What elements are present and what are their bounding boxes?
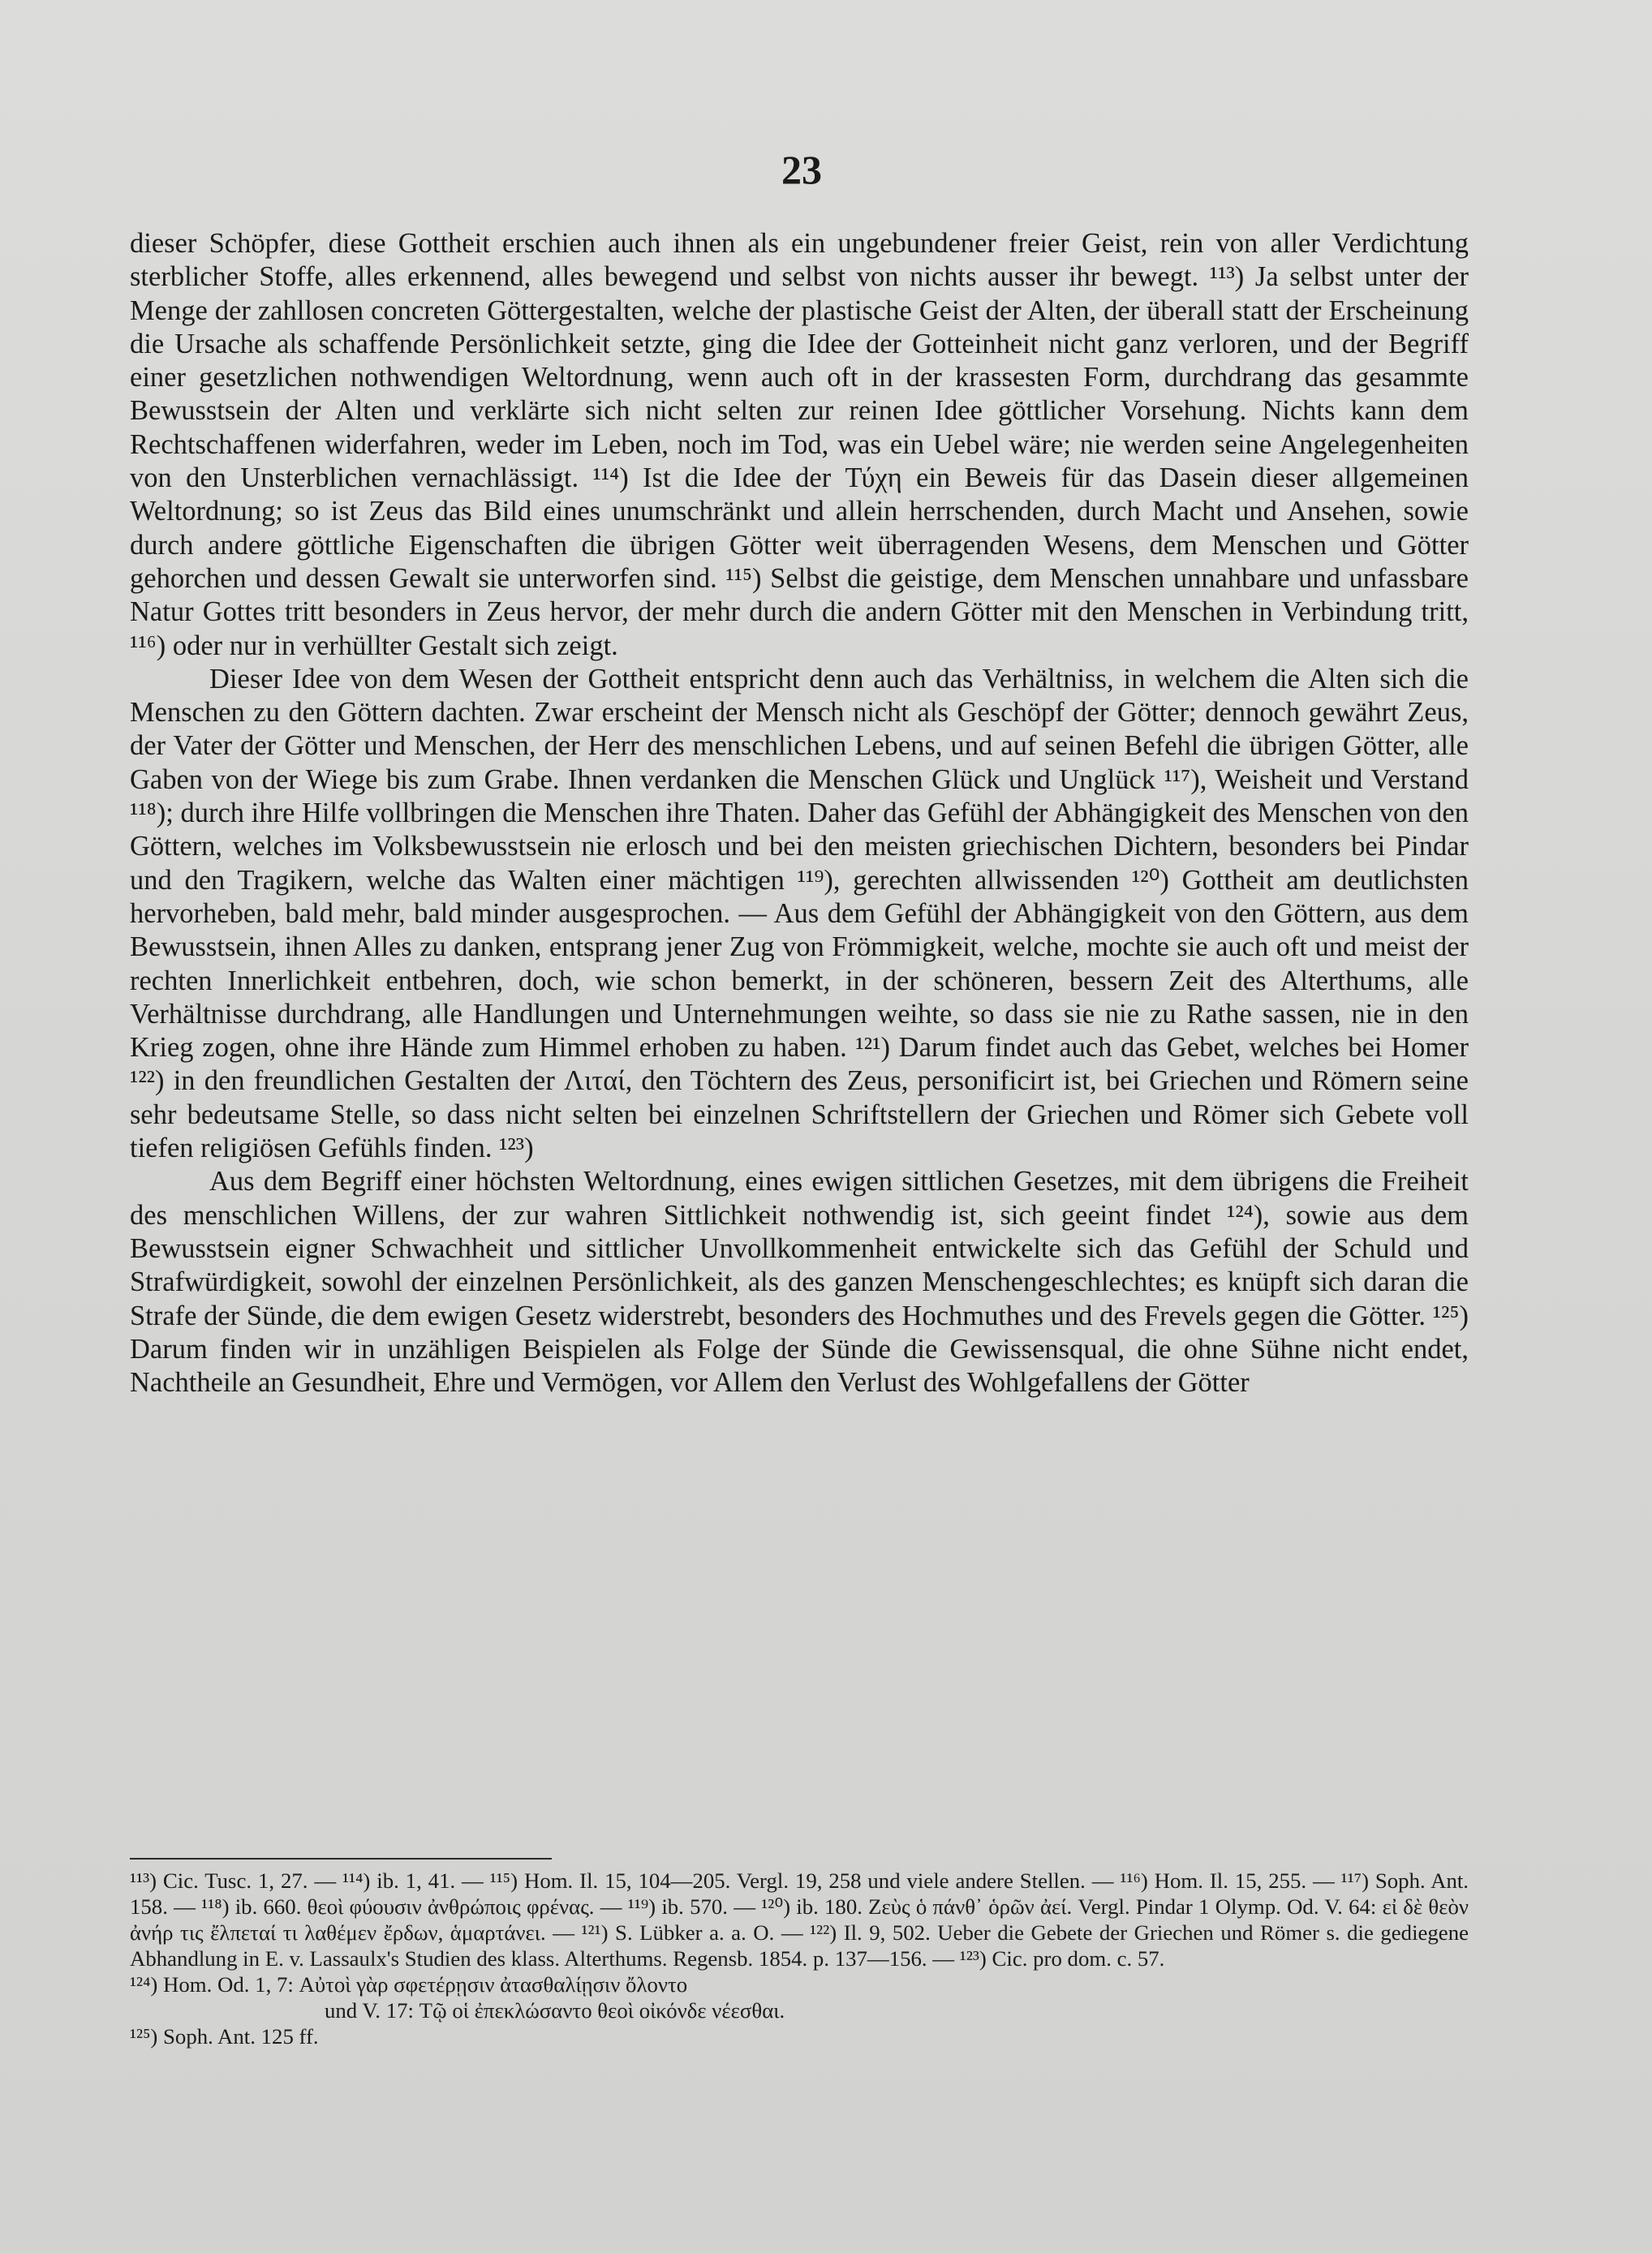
footnote-divider: [130, 1858, 552, 1860]
paragraph: Dieser Idee von dem Wesen der Gottheit entspricht denn auch das Verhältniss, in welchem die Alten sich die Menschen zu den Göttern dachten. Zwar erscheint der Mensch nicht als Geschöpf der Götter; dennoch gewährt Zeus, der Vater der Götter und Menschen, der Herr des menschlichen Lebens, und auf seinen Befehl die übrigen Götter, alle Gaben von der Wiege bis zum Grabe. Ihnen verdanken die Menschen Glück und Unglück ¹¹⁷), Weisheit und Verstand ¹¹⁸); durch ihre Hilfe vollbringen die Menschen ihre Thaten. Daher das Gefühl der Abhängigkeit des Menschen von den Göttern, welches im Volksbewusstsein nie erlosch und bei den meisten griechischen Dichtern, besonders bei Pindar und den Tragikern, welche das Walten einer mächtigen ¹¹⁹), gerechten allwissenden ¹²⁰) Gottheit am deutlichsten hervorheben, bald mehr, bald minder ausgesprochen. — Aus dem Gefühl der Abhängigkeit von den Göttern, aus dem Bewusstsein, ihnen Alles zu danken, entsprang jener Zug von Frömmigkeit, welche, mochte sie auch oft und meist der rechten Innerlichkeit entbehren, doch, wie schon bemerkt, in der schöneren, bessern Zeit des Alterthums, alle Verhältnisse durchdrang, alle Handlungen und Unternehmungen weihte, so dass sie nie zu Rathe sassen, nie in den Krieg zogen, ohne ihre Hände zum Himmel erhoben zu haben. ¹²¹) Darum findet auch das Gebet, welches bei Homer ¹²²) in den freundlichen Gestalten der Λιταί, den Töchtern des Zeus, personificirt ist, bei Griechen und Römern seine sehr bedeutsame Stelle, so dass nicht selten bei einzelnen Schriftstellern der Griechen und Römer sich Gebete voll tiefen religiösen Gefühls finden. ¹²³): [130, 663, 1469, 1164]
page-number: 23: [781, 147, 822, 192]
paragraph: Aus dem Begriff einer höchsten Weltordnung, eines ewigen sittlichen Gesetzes, mit dem übrigens die Freiheit des menschlichen Willens, der zur wahren Sittlichkeit nothwendig ist, sich geeint findet ¹²⁴), sowie aus dem Bewusstsein eigner Schwachheit und sittlicher Unvollkommenheit entwickelte sich das Gefühl der Schuld und Strafwürdigkeit, sowohl der einzelnen Persönlichkeit, als des ganzen Menschengeschlechtes; es knüpft sich daran die Strafe der Sünde, die dem ewigen Gesetz widerstrebt, besonders des Hochmuthes und des Frevels gegen die Götter. ¹²⁵) Darum finden wir in unzähligen Beispielen als Folge der Sünde die Gewissensqual, die ohne Sühne nicht endet, Nachtheile an Gesundheit, Ehre und Vermögen, vor Allem den Verlust des Wohlgefallens der Götter: [130, 1166, 1469, 1399]
footnotes: [130, 1868, 1469, 2049]
footnote-continuation: und V. 17: Τῷ οἱ ἐπεκλώσαντο θεοὶ οἰκόνδε νέεσθαι.: [325, 1998, 785, 2023]
footnote: ¹²⁴) Hom. Od. 1, 7: Αὐτοὶ γὰρ σφετέρῃσιν ἀτασθαλίῃσιν ὄλοντο: [130, 1972, 688, 1997]
paragraph: dieser Schöpfer, diese Gottheit erschien auch ihnen als ein ungebundener freier Geist, rein von aller Verdichtung sterblicher Stoffe, alles erkennend, alles bewegend und selbst von nichts ausser ihr bewegt. ¹¹³) Ja selbst unter der Menge der zahllosen concreten Göttergestalten, welche der plastische Geist der Alten, der überall statt der Erscheinung die Ursache als schaffende Persönlichkeit setzte, ging die Idee der Gotteinheit nicht ganz verloren, und der Begriff einer gesetzlichen nothwendigen Weltordnung, wenn auch oft in der krassesten Form, durchdrang das gesammte Bewusstsein der Alten und verklärte sich nicht selten zur reinen Idee göttlicher Vorsehung. Nichts kann dem Rechtschaffenen widerfahren, weder im Leben, noch im Tod, was ein Uebel wäre; nie werden seine Angelegenheiten von den Unsterblichen vernachlässigt. ¹¹⁴) Ist die Idee der Τύχη ein Beweis für das Dasein dieser allgemeinen Weltordnung; so ist Zeus das Bild eines unumschränkt und allein herrschenden, durch Macht und Ansehen, sowie durch andere göttliche Eigenschaften die übrigen Götter weit überragenden Wesens, dem Menschen und Götter gehorchen und dessen Gewalt sie unterworfen sind. ¹¹⁵) Selbst die geistige, dem Menschen unnahbare und unfassbare Natur Gottes tritt besonders in Zeus hervor, der mehr durch die andern Götter mit den Menschen in Verbindung tritt, ¹¹⁶) oder nur in verhüllter Gestalt sich zeigt.: [130, 228, 1469, 661]
footnote: ¹¹³) Cic. Tusc. 1, 27. — ¹¹⁴) ib. 1, 41. — ¹¹⁵) Hom. Il. 15, 104—205. Vergl. 19, 258 und viele andere Stellen. — ¹¹⁶) Hom. Il. 15, 255. — ¹¹⁷) Soph. Ant. 158. — ¹¹⁸) ib. 660. θεοὶ φύουσιν ἀνθρώποις φρένας. — ¹¹⁹) ib. 570. — ¹²⁰) ib. 180. Ζεὺς ὁ πάνθ᾽ ὁρῶν ἀεί. Vergl. Pindar 1 Olymp. Od. V. 64: εἰ δὲ θεὸν ἀνήρ τις ἔλπεταί τι λαθέμεν ἔρδων, ἁμαρτάνει. — ¹²¹) S. Lübker a. a. O. — ¹²²) Il. 9, 502. Ueber die Gebete der Griechen und Römer s. die gediegene Abhandlung in E. v. Lassaulx's Studien des klass. Alterthums. Regensb. 1854. p. 137—156. — ¹²³) Cic. pro dom. c. 57.: [130, 1868, 1469, 1971]
footnote: ¹²⁵) Soph. Ant. 125 ff.: [130, 2024, 319, 2049]
main-text: [130, 227, 1469, 1400]
